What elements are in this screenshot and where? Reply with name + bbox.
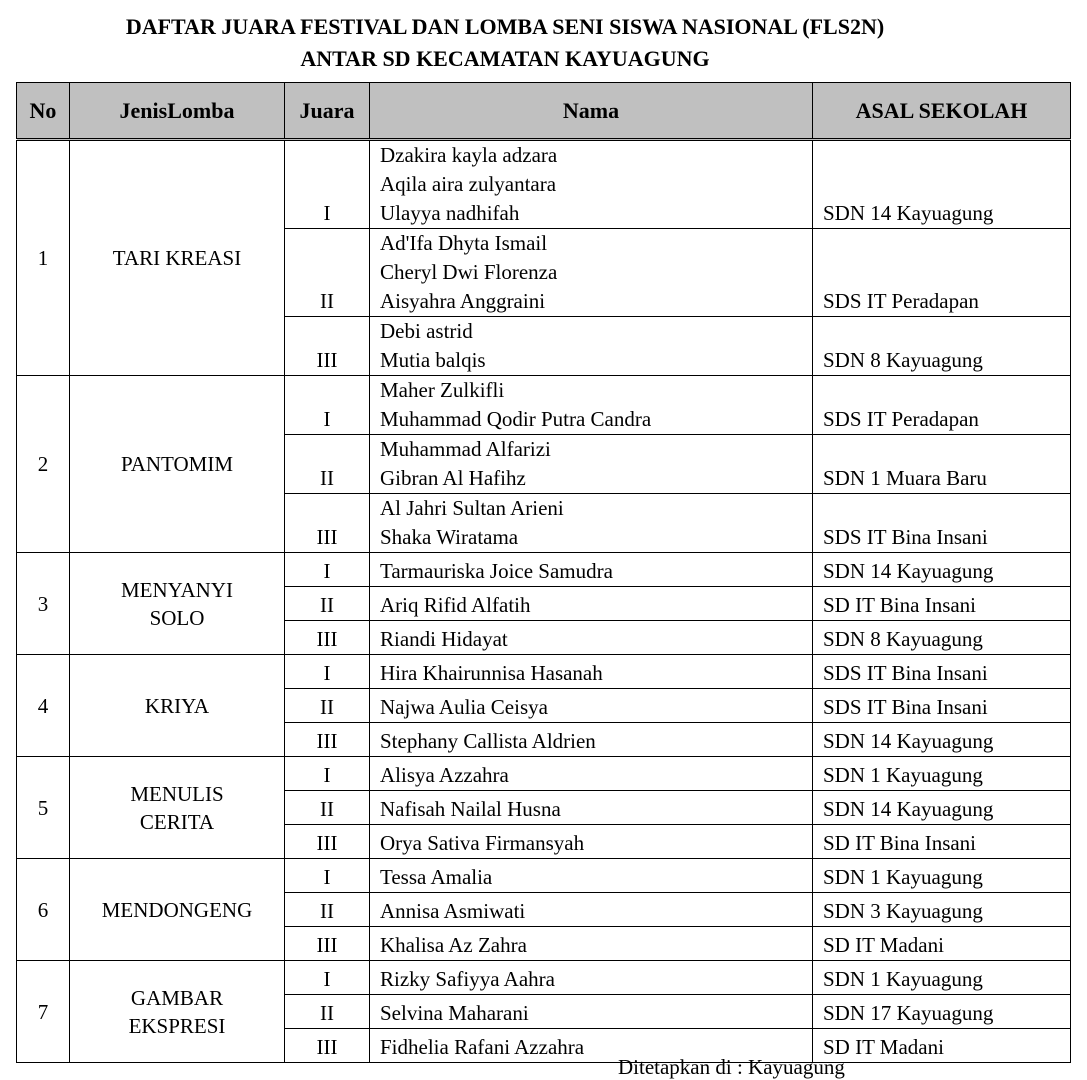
header-no: No bbox=[17, 83, 70, 140]
header-juara: Juara bbox=[285, 83, 370, 140]
competition-type-line: EKSPRESI bbox=[128, 1013, 226, 1038]
student-name: Ulayya nadhifah bbox=[380, 201, 520, 225]
student-name: Aisyahra Anggraini bbox=[380, 289, 546, 313]
table-body bbox=[17, 140, 1071, 1063]
competition-type bbox=[70, 376, 285, 553]
rank-cell: III bbox=[285, 927, 370, 961]
table-row bbox=[17, 553, 1071, 587]
school-name: SD IT Bina Insani bbox=[823, 593, 977, 617]
student-name: Tarmauriska Joice Samudra bbox=[380, 559, 613, 583]
competition-type bbox=[70, 961, 285, 1063]
table-header-row bbox=[17, 83, 1071, 140]
name-cell bbox=[370, 893, 813, 927]
student-name: Khalisa Az Zahra bbox=[380, 933, 527, 957]
school-name: SDS IT Bina Insani bbox=[823, 695, 988, 719]
rank-cell: III bbox=[285, 621, 370, 655]
competition-type-line: MENYANYI bbox=[121, 577, 233, 602]
school-cell bbox=[813, 655, 1071, 689]
school-cell bbox=[813, 893, 1071, 927]
school-name: SDN 1 Kayuagung bbox=[823, 967, 983, 991]
school-cell bbox=[813, 376, 1071, 435]
header-nama: Nama bbox=[370, 83, 813, 140]
name-cell bbox=[370, 689, 813, 723]
school-name: SDS IT Bina Insani bbox=[823, 525, 988, 549]
rank-cell: I bbox=[285, 376, 370, 435]
header-jenis-lomba: JenisLomba bbox=[70, 83, 285, 140]
school-cell bbox=[813, 995, 1071, 1029]
row-number: 3 bbox=[17, 553, 70, 655]
rank-cell: II bbox=[285, 893, 370, 927]
student-name: Fidhelia Rafani Azzahra bbox=[380, 1035, 585, 1059]
school-name: SDN 1 Muara Baru bbox=[823, 466, 987, 490]
student-name: Hira Khairunnisa Hasanah bbox=[380, 661, 603, 685]
school-name: SD IT Bina Insani bbox=[823, 831, 977, 855]
student-name: Selvina Maharani bbox=[380, 1001, 529, 1025]
rank-cell: III bbox=[285, 317, 370, 376]
student-name: Najwa Aulia Ceisya bbox=[380, 695, 548, 719]
competition-type bbox=[70, 553, 285, 655]
school-cell bbox=[813, 621, 1071, 655]
student-name: Tessa Amalia bbox=[380, 865, 493, 889]
row-number: 4 bbox=[17, 655, 70, 757]
rank-cell: II bbox=[285, 587, 370, 621]
name-cell bbox=[370, 435, 813, 494]
student-name: Aqila aira zulyantara bbox=[380, 172, 557, 196]
name-cell bbox=[370, 791, 813, 825]
name-cell bbox=[370, 859, 813, 893]
header-asal-sekolah: ASAL SEKOLAH bbox=[813, 83, 1071, 140]
rank-cell: II bbox=[285, 995, 370, 1029]
school-name: SDN 8 Kayuagung bbox=[823, 348, 983, 372]
name-cell bbox=[370, 927, 813, 961]
student-name: Maher Zulkifli bbox=[380, 378, 505, 402]
school-name: SDS IT Peradapan bbox=[823, 289, 979, 313]
student-name: Al Jahri Sultan Arieni bbox=[380, 496, 564, 520]
competition-type bbox=[70, 140, 285, 376]
rank-cell: III bbox=[285, 723, 370, 757]
student-name: Annisa Asmiwati bbox=[380, 899, 526, 923]
page-subtitle: ANTAR SD KECAMATAN KAYUAGUNG bbox=[300, 46, 710, 71]
school-cell bbox=[813, 723, 1071, 757]
student-name: Orya Sativa Firmansyah bbox=[380, 831, 585, 855]
student-name: Gibran Al Hafihz bbox=[380, 466, 526, 490]
name-cell bbox=[370, 317, 813, 376]
school-name: SDN 14 Kayuagung bbox=[823, 729, 994, 753]
name-cell bbox=[370, 961, 813, 995]
row-number: 1 bbox=[17, 140, 70, 376]
school-name: SDN 3 Kayuagung bbox=[823, 899, 983, 923]
student-name: Ad'Ifa Dhyta Ismail bbox=[380, 231, 548, 255]
school-name: SDN 17 Kayuagung bbox=[823, 1001, 994, 1025]
school-name: SDS IT Peradapan bbox=[823, 407, 979, 431]
rank-cell: I bbox=[285, 655, 370, 689]
row-number: 2 bbox=[17, 376, 70, 553]
row-number: 6 bbox=[17, 859, 70, 961]
student-name: Muhammad Alfarizi bbox=[380, 437, 551, 461]
rank-cell: II bbox=[285, 229, 370, 317]
name-cell bbox=[370, 723, 813, 757]
competition-type-line: MENULIS bbox=[130, 781, 224, 806]
school-cell bbox=[813, 317, 1071, 376]
student-name: Shaka Wiratama bbox=[380, 525, 519, 549]
school-cell bbox=[813, 689, 1071, 723]
school-cell bbox=[813, 791, 1071, 825]
rank-cell: I bbox=[285, 961, 370, 995]
name-cell bbox=[370, 587, 813, 621]
school-cell bbox=[813, 927, 1071, 961]
competition-type-line: PANTOMIM bbox=[120, 452, 234, 476]
school-cell bbox=[813, 587, 1071, 621]
school-cell bbox=[813, 757, 1071, 791]
school-name: SDS IT Bina Insani bbox=[823, 661, 988, 685]
rank-cell: III bbox=[285, 1029, 370, 1063]
school-name: SDN 14 Kayuagung bbox=[823, 559, 994, 583]
school-cell bbox=[813, 859, 1071, 893]
name-cell bbox=[370, 140, 813, 229]
name-cell bbox=[370, 494, 813, 553]
competition-type-line: MENDONGENG bbox=[101, 897, 253, 922]
student-name: Rizky Safiyya Aahra bbox=[380, 967, 555, 991]
row-number: 5 bbox=[17, 757, 70, 859]
student-name: Debi astrid bbox=[380, 319, 473, 343]
table-row bbox=[17, 859, 1071, 893]
competition-type bbox=[70, 655, 285, 757]
school-name: SDN 1 Kayuagung bbox=[823, 763, 983, 787]
table-row bbox=[17, 655, 1071, 689]
row-number: 7 bbox=[17, 961, 70, 1063]
school-cell bbox=[813, 494, 1071, 553]
winners-table bbox=[16, 82, 1071, 1063]
student-name: Ariq Rifid Alfatih bbox=[380, 593, 531, 617]
school-name: SDN 1 Kayuagung bbox=[823, 865, 983, 889]
school-name: SD IT Madani bbox=[823, 1035, 944, 1059]
school-name: SDN 8 Kayuagung bbox=[823, 627, 983, 651]
rank-cell: III bbox=[285, 825, 370, 859]
table-row bbox=[17, 140, 1071, 229]
competition-type-line: GAMBAR bbox=[130, 985, 224, 1010]
table-row bbox=[17, 376, 1071, 435]
rank-cell: II bbox=[285, 435, 370, 494]
school-cell bbox=[813, 553, 1071, 587]
student-name: Stephany Callista Aldrien bbox=[380, 729, 596, 753]
name-cell bbox=[370, 995, 813, 1029]
footer-note: Ditetapkan di : Kayuagung bbox=[618, 1055, 845, 1079]
rank-cell: II bbox=[285, 689, 370, 723]
school-cell bbox=[813, 140, 1071, 229]
page-title: DAFTAR JUARA FESTIVAL DAN LOMBA SENI SISWA NASIONAL (FLS2N) bbox=[125, 14, 885, 39]
student-name: Dzakira kayla adzara bbox=[380, 143, 558, 167]
table-row bbox=[17, 961, 1071, 995]
competition-type bbox=[70, 757, 285, 859]
school-cell bbox=[813, 1029, 1071, 1063]
rank-cell: I bbox=[285, 553, 370, 587]
rank-cell: I bbox=[285, 140, 370, 229]
name-cell bbox=[370, 553, 813, 587]
name-cell bbox=[370, 229, 813, 317]
school-cell bbox=[813, 229, 1071, 317]
competition-type-line: KRIYA bbox=[144, 693, 210, 718]
competition-type bbox=[70, 859, 285, 961]
student-name: Nafisah Nailal Husna bbox=[380, 797, 561, 821]
rank-cell: I bbox=[285, 859, 370, 893]
school-name: SDN 14 Kayuagung bbox=[823, 797, 994, 821]
competition-type-line: TARI KREASI bbox=[112, 246, 242, 270]
student-name: Alisya Azzahra bbox=[380, 763, 509, 787]
rank-cell: I bbox=[285, 757, 370, 791]
school-name: SD IT Madani bbox=[823, 933, 944, 957]
rank-cell: III bbox=[285, 494, 370, 553]
competition-type-line: CERITA bbox=[139, 809, 215, 834]
school-cell bbox=[813, 825, 1071, 859]
student-name: Muhammad Qodir Putra Candra bbox=[380, 407, 652, 431]
student-name: Cheryl Dwi Florenza bbox=[380, 260, 558, 284]
student-name: Riandi Hidayat bbox=[380, 627, 508, 651]
name-cell bbox=[370, 621, 813, 655]
student-name: Mutia balqis bbox=[380, 348, 486, 372]
school-cell bbox=[813, 435, 1071, 494]
table-row bbox=[17, 757, 1071, 791]
school-name: SDN 14 Kayuagung bbox=[823, 201, 994, 225]
competition-type-line: SOLO bbox=[149, 605, 205, 630]
rank-cell: II bbox=[285, 791, 370, 825]
school-cell bbox=[813, 961, 1071, 995]
name-cell bbox=[370, 825, 813, 859]
name-cell bbox=[370, 376, 813, 435]
name-cell bbox=[370, 655, 813, 689]
name-cell bbox=[370, 757, 813, 791]
